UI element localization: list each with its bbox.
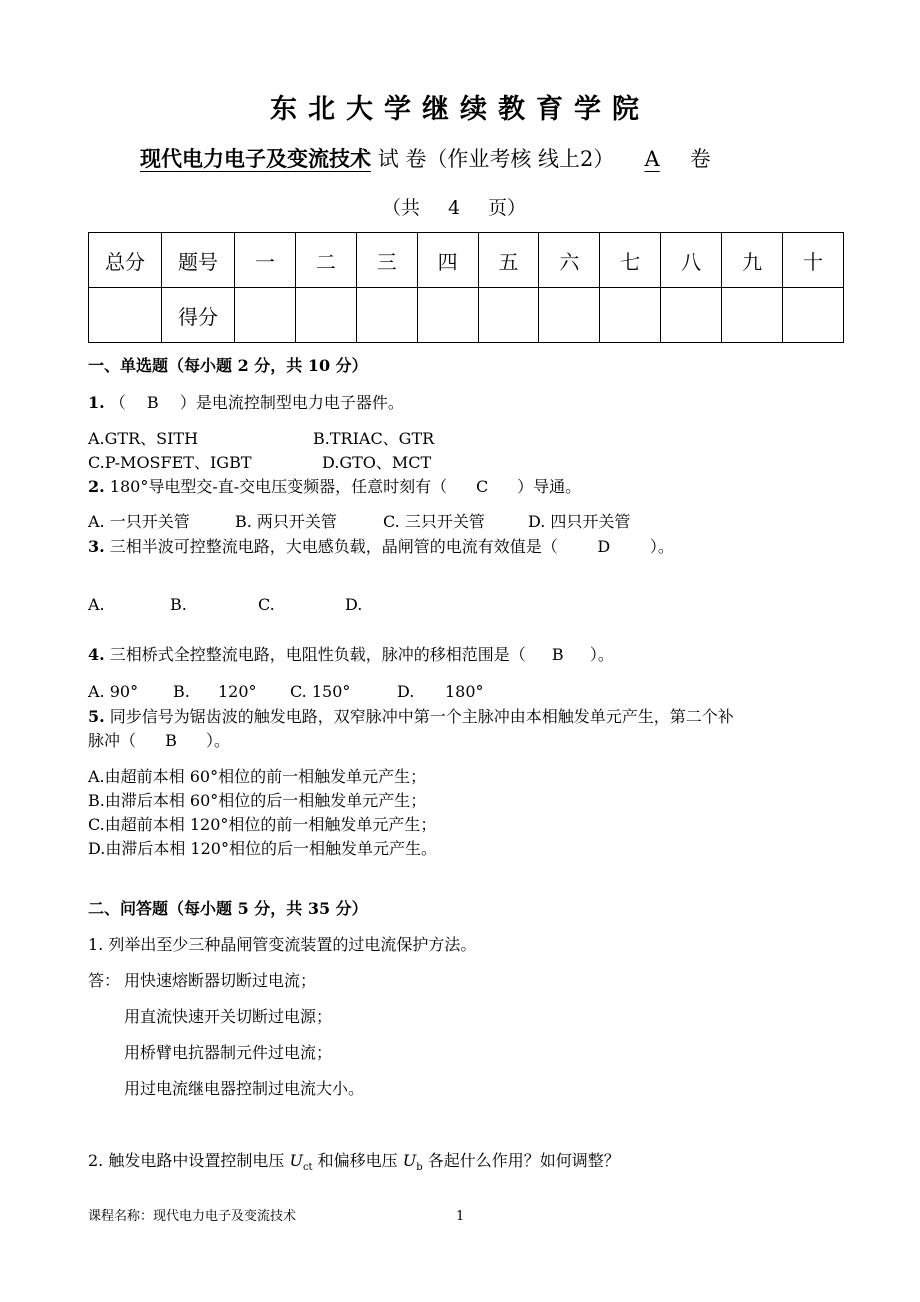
variable-u: U — [289, 1151, 303, 1170]
question-number: 3. — [88, 537, 105, 556]
question-2 — [88, 479, 581, 495]
exam-type: 试 卷（作业考核 线上2） — [377, 147, 615, 171]
question-number: 1. — [88, 393, 105, 412]
footer-course-label: 课程名称：现代电力电子及变流技术 — [88, 1209, 297, 1224]
score-table-score-row — [89, 288, 844, 343]
question-1 — [88, 395, 404, 411]
pages-unit: 页） — [488, 197, 527, 219]
option-b: B.TRIAC、GTR — [313, 429, 435, 448]
essay-question-1: 1. 列举出至少三种晶闸管变流装置的过电流保护方法。 — [88, 935, 477, 954]
question-text: ）。 — [206, 731, 231, 750]
question-number: 2. — [88, 477, 105, 496]
cell-q1: 一 — [235, 233, 296, 288]
option-b: B. — [173, 682, 190, 701]
institution-title: 东北大学继续教育学院 — [270, 94, 650, 125]
cell-q2: 二 — [295, 233, 356, 288]
option-a: A. 90° — [88, 682, 139, 701]
cell-q6: 六 — [539, 233, 600, 288]
question-number: 5. — [88, 707, 105, 726]
cell-score[interactable] — [356, 288, 417, 343]
section1-title: 一、单选题（每小题 2 分，共 10 分） — [88, 356, 368, 375]
answer: B — [551, 645, 564, 664]
option-a: A.GTR、SITH — [88, 429, 199, 448]
answer-label: 答： — [88, 971, 121, 990]
answer: B — [165, 731, 177, 750]
footer-page-number: 1 — [456, 1209, 465, 1224]
question-text: 脉冲（ — [88, 731, 137, 750]
option-d-value: 180° — [445, 682, 484, 701]
cell-score[interactable] — [235, 288, 296, 343]
option-b: B.由滞后本相 60°相位的后一相触发单元产生； — [88, 791, 427, 810]
pages-label: （共 — [382, 197, 421, 219]
question-text: 2. 触发电路中设置控制电压 — [88, 1151, 290, 1170]
option-d: D.由滞后本相 120°相位的后一相触发单元产生。 — [88, 839, 437, 858]
paper-suffix: 卷 — [689, 147, 711, 171]
score-table-header-row — [89, 233, 844, 288]
score-table — [88, 232, 844, 343]
cell-score[interactable] — [295, 288, 356, 343]
option-b: B. — [170, 595, 187, 614]
page-count — [382, 199, 526, 218]
cell-q7: 七 — [600, 233, 661, 288]
answer-line-1: 用快速熔断器切断过电流； — [124, 971, 317, 990]
question-text: 和偏移电压 — [312, 1151, 403, 1170]
cell-q8: 八 — [661, 233, 722, 288]
section2-title: 二、问答题（每小题 5 分，共 35 分） — [88, 899, 368, 918]
option-d: D. — [397, 682, 415, 701]
cell-score[interactable] — [600, 288, 661, 343]
question-text: ）是电流控制型电力电子器件。 — [179, 393, 404, 412]
cell-score[interactable] — [539, 288, 600, 343]
cell-total-score[interactable] — [89, 288, 162, 343]
question-5 — [88, 709, 734, 725]
question-number: 4. — [88, 645, 105, 664]
exam-subtitle — [140, 148, 711, 170]
option-c: C.由超前本相 120°相位的前一相触发单元产生； — [88, 815, 437, 834]
cell-score[interactable] — [417, 288, 478, 343]
cell-total: 总分 — [89, 233, 162, 288]
cell-q5: 五 — [478, 233, 539, 288]
question-text: （ — [109, 393, 126, 412]
cell-score[interactable] — [722, 288, 783, 343]
pages-count: 4 — [447, 197, 461, 219]
option-b: B. 两只开关管 — [235, 512, 337, 531]
option-a: A.由超前本相 60°相位的前一相触发单元产生； — [88, 767, 427, 786]
answer-line-3: 用桥臂电抗器制元件过电流； — [124, 1043, 333, 1062]
question-4 — [88, 647, 614, 663]
paper-code: A — [644, 147, 660, 171]
subscript: b — [416, 1162, 423, 1174]
option-c: C. 150° — [290, 682, 351, 701]
question-text: ）。 — [649, 537, 674, 556]
cell-q9: 九 — [722, 233, 783, 288]
essay-question-2 — [88, 1153, 620, 1173]
question-3 — [88, 539, 674, 555]
cell-score[interactable] — [661, 288, 722, 343]
question-text: ）导通。 — [517, 477, 582, 496]
question-text: 三相桥式全控整流电路，电阻性负载，脉冲的移相范围是（ — [109, 645, 526, 664]
option-a: A. — [88, 595, 105, 614]
option-c: C. 三只开关管 — [383, 512, 485, 531]
question-text: 同步信号为锯齿波的触发电路，双窄脉冲中第一个主脉冲由本相触发单元产生，第二个补 — [109, 707, 734, 726]
option-c: C. — [258, 595, 275, 614]
question-text: 各起什么作用？如何调整？ — [422, 1151, 620, 1170]
variable-u: U — [402, 1151, 417, 1170]
question-5-line2 — [88, 733, 230, 749]
cell-q3: 三 — [356, 233, 417, 288]
option-d: D. — [345, 595, 363, 614]
cell-question-no: 题号 — [162, 233, 235, 288]
answer-line-4: 用过电流继电器控制过电流大小。 — [124, 1079, 365, 1098]
answer-line-2: 用直流快速开关切断过电源； — [124, 1007, 333, 1026]
option-a: A. 一只开关管 — [88, 512, 190, 531]
course-name: 现代电力电子及变流技术 — [140, 146, 371, 171]
question-text: ）。 — [589, 645, 614, 664]
subscript: ct — [302, 1162, 313, 1174]
cell-q10: 十 — [783, 233, 844, 288]
question-text: 三相半波可控整流电路，大电感负载，晶闸管的电流有效值是（ — [109, 537, 558, 556]
option-d: D.GTO、MCT — [322, 453, 432, 472]
answer: B — [146, 393, 159, 412]
question-text: 180°导电型交-直-交电压变频器，任意时刻有（ — [109, 477, 448, 496]
answer: C — [476, 477, 489, 496]
option-c: C.P-MOSFET、IGBT — [88, 453, 252, 472]
cell-score-label: 得分 — [162, 288, 235, 343]
cell-q4: 四 — [417, 233, 478, 288]
cell-score[interactable] — [478, 288, 539, 343]
option-b-value: 120° — [218, 682, 257, 701]
option-d: D. 四只开关管 — [528, 512, 631, 531]
answer: D — [597, 537, 611, 556]
cell-score[interactable] — [783, 288, 844, 343]
